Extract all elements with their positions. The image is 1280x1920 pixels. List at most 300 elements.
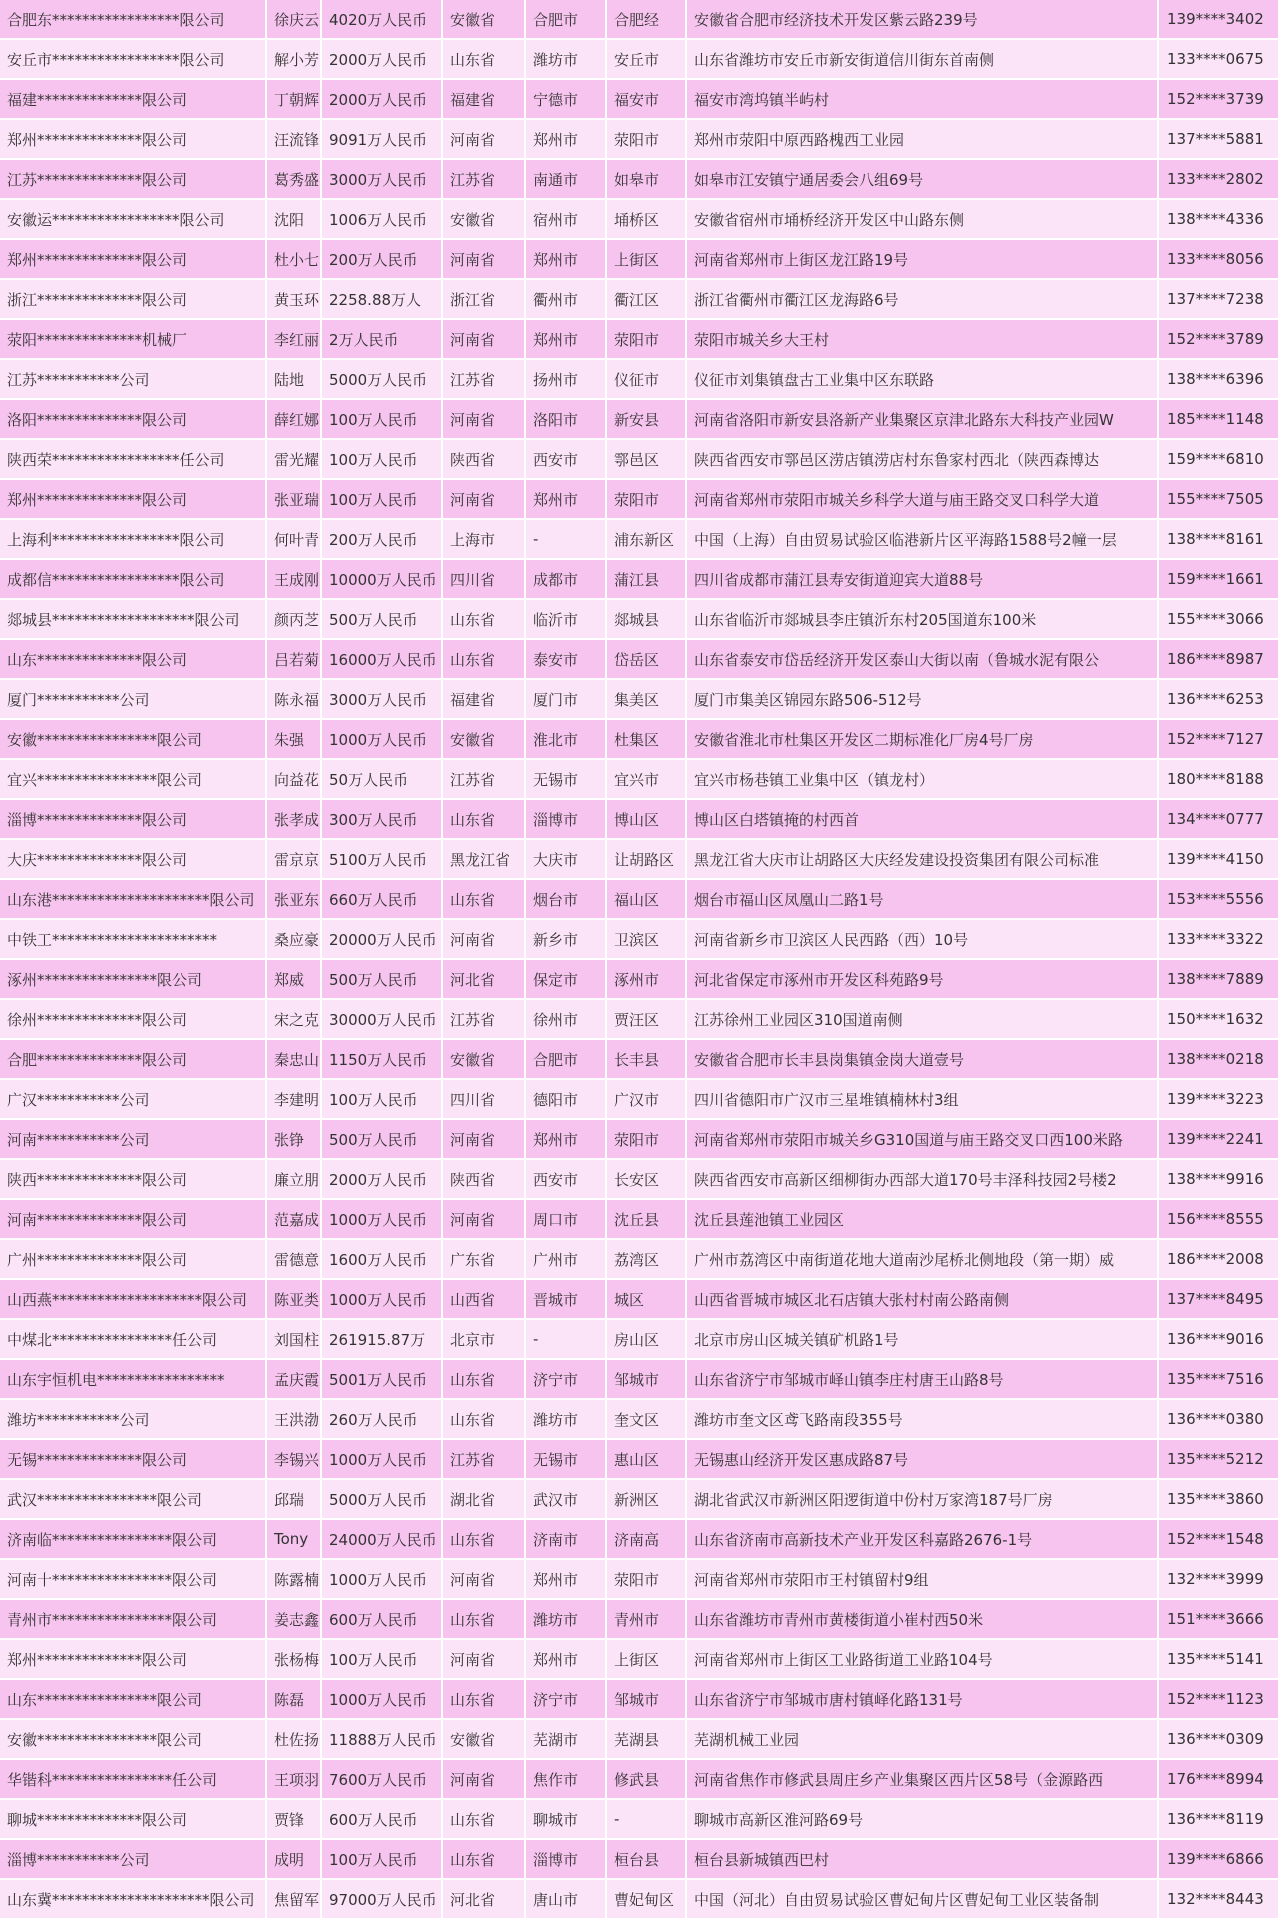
company-name-cell: 广汉***********公司	[0, 1080, 267, 1120]
table-row	[0, 240, 1280, 280]
registered-capital-cell: 7600万人民币	[322, 1760, 443, 1800]
city-cell: 衢州市	[526, 280, 607, 320]
company-name-cell: 聊城**************限公司	[0, 1800, 267, 1840]
city-cell: 广州市	[526, 1240, 607, 1280]
city-cell: 临沂市	[526, 600, 607, 640]
city-cell: 无锡市	[526, 760, 607, 800]
table-row	[0, 1240, 1280, 1280]
phone-cell: 133****2802	[1159, 160, 1280, 200]
phone-cell: 138****6396	[1159, 360, 1280, 400]
contact-name-cell: 雷京京	[267, 840, 322, 880]
table-row	[0, 1840, 1280, 1880]
contact-name-cell: 何叶青	[267, 520, 322, 560]
table-row	[0, 1760, 1280, 1800]
city-cell: 西安市	[526, 1160, 607, 1200]
table-row	[0, 520, 1280, 560]
company-name-cell: 郑州**************限公司	[0, 1640, 267, 1680]
phone-cell: 132****3999	[1159, 1560, 1280, 1600]
address-cell: 安徽省宿州市埇桥经济开发区中山路东侧	[687, 200, 1159, 240]
contact-name-cell: 成明	[267, 1840, 322, 1880]
contact-name-cell: 陈永福	[267, 680, 322, 720]
district-cell: 邹城市	[607, 1680, 687, 1720]
province-cell: 山东省	[443, 1840, 526, 1880]
province-cell: 福建省	[443, 680, 526, 720]
table-row	[0, 160, 1280, 200]
company-name-cell: 大庆**************限公司	[0, 840, 267, 880]
city-cell: -	[526, 520, 607, 560]
district-cell: 荥阳市	[607, 480, 687, 520]
table-row	[0, 480, 1280, 520]
registered-capital-cell: 20000万人民币	[322, 920, 443, 960]
table-row	[0, 1800, 1280, 1840]
company-name-cell: 中煤北****************任公司	[0, 1320, 267, 1360]
table-row	[0, 1000, 1280, 1040]
phone-cell: 137****7238	[1159, 280, 1280, 320]
address-cell: 安徽省合肥市长丰县岗集镇金岗大道壹号	[687, 1040, 1159, 1080]
table-row	[0, 0, 1280, 40]
contact-name-cell: 陆地	[267, 360, 322, 400]
district-cell: 卫滨区	[607, 920, 687, 960]
district-cell: 惠山区	[607, 1440, 687, 1480]
table-row	[0, 1880, 1280, 1920]
contact-name-cell: 宋之克	[267, 1000, 322, 1040]
address-cell: 仪征市刘集镇盘古工业集中区东联路	[687, 360, 1159, 400]
district-cell: -	[607, 1800, 687, 1840]
address-cell: 山东省临沂市郯城县李庄镇沂东村205国道东100米	[687, 600, 1159, 640]
district-cell: 济南高	[607, 1520, 687, 1560]
registered-capital-cell: 5000万人民币	[322, 1480, 443, 1520]
city-cell: 新乡市	[526, 920, 607, 960]
address-cell: 福安市湾坞镇半屿村	[687, 80, 1159, 120]
table-row	[0, 1360, 1280, 1400]
registered-capital-cell: 9091万人民币	[322, 120, 443, 160]
company-name-cell: 安徽****************限公司	[0, 720, 267, 760]
registered-capital-cell: 2000万人民币	[322, 80, 443, 120]
phone-cell: 186****8987	[1159, 640, 1280, 680]
province-cell: 上海市	[443, 520, 526, 560]
phone-cell: 152****7127	[1159, 720, 1280, 760]
table-row	[0, 320, 1280, 360]
district-cell: 芜湖县	[607, 1720, 687, 1760]
province-cell: 山东省	[443, 1600, 526, 1640]
company-name-cell: 河南**************限公司	[0, 1200, 267, 1240]
city-cell: 芜湖市	[526, 1720, 607, 1760]
table-row	[0, 1480, 1280, 1520]
city-cell: 郑州市	[526, 120, 607, 160]
address-cell: 江苏徐州工业园区310国道南侧	[687, 1000, 1159, 1040]
district-cell: 荥阳市	[607, 120, 687, 160]
company-name-cell: 江苏**************限公司	[0, 160, 267, 200]
province-cell: 江苏省	[443, 1440, 526, 1480]
address-cell: 山东省济南市高新技术产业开发区科嘉路2676-1号	[687, 1520, 1159, 1560]
phone-cell: 152****1123	[1159, 1680, 1280, 1720]
province-cell: 安徽省	[443, 1720, 526, 1760]
contact-name-cell: 王成刚	[267, 560, 322, 600]
table-row	[0, 1440, 1280, 1480]
contact-name-cell: 李锡兴	[267, 1440, 322, 1480]
address-cell: 山东省泰安市岱岳经济开发区泰山大街以南（鲁城水泥有限公	[687, 640, 1159, 680]
company-name-cell: 武汉****************限公司	[0, 1480, 267, 1520]
address-cell: 陕西省西安市鄠邑区涝店镇涝店村东鲁家村西北（陕西森博达	[687, 440, 1159, 480]
address-cell: 黑龙江省大庆市让胡路区大庆经发建设投资集团有限公司标准	[687, 840, 1159, 880]
contact-name-cell: 姜志鑫	[267, 1600, 322, 1640]
table-row	[0, 1560, 1280, 1600]
district-cell: 岱岳区	[607, 640, 687, 680]
phone-cell: 138****0218	[1159, 1040, 1280, 1080]
registered-capital-cell: 600万人民币	[322, 1800, 443, 1840]
district-cell: 青州市	[607, 1600, 687, 1640]
city-cell: 潍坊市	[526, 1600, 607, 1640]
phone-cell: 139****3223	[1159, 1080, 1280, 1120]
phone-cell: 135****3860	[1159, 1480, 1280, 1520]
city-cell: 周口市	[526, 1200, 607, 1240]
address-cell: 北京市房山区城关镇矿机路1号	[687, 1320, 1159, 1360]
district-cell: 鄠邑区	[607, 440, 687, 480]
contact-name-cell: 颜丙芝	[267, 600, 322, 640]
address-cell: 湖北省武汉市新洲区阳逻街道中份村万家湾187号厂房	[687, 1480, 1159, 1520]
contact-name-cell: 张铮	[267, 1120, 322, 1160]
registered-capital-cell: 600万人民币	[322, 1600, 443, 1640]
company-name-cell: 济南临****************限公司	[0, 1520, 267, 1560]
registered-capital-cell: 1000万人民币	[322, 1440, 443, 1480]
registered-capital-cell: 100万人民币	[322, 1840, 443, 1880]
city-cell: 德阳市	[526, 1080, 607, 1120]
phone-cell: 156****8555	[1159, 1200, 1280, 1240]
registered-capital-cell: 1150万人民币	[322, 1040, 443, 1080]
phone-cell: 185****1148	[1159, 400, 1280, 440]
contact-name-cell: 沈阳	[267, 200, 322, 240]
contact-name-cell: 廉立朋	[267, 1160, 322, 1200]
phone-cell: 159****1661	[1159, 560, 1280, 600]
registered-capital-cell: 100万人民币	[322, 480, 443, 520]
phone-cell: 133****3322	[1159, 920, 1280, 960]
registered-capital-cell: 16000万人民币	[322, 640, 443, 680]
contact-name-cell: 吕若菊	[267, 640, 322, 680]
contact-name-cell: 张孝成	[267, 800, 322, 840]
phone-cell: 137****8495	[1159, 1280, 1280, 1320]
province-cell: 山东省	[443, 1360, 526, 1400]
table-row	[0, 1320, 1280, 1360]
company-name-cell: 安徽运*****************限公司	[0, 200, 267, 240]
phone-cell: 136****9016	[1159, 1320, 1280, 1360]
city-cell: 无锡市	[526, 1440, 607, 1480]
district-cell: 房山区	[607, 1320, 687, 1360]
phone-cell: 137****5881	[1159, 120, 1280, 160]
registered-capital-cell: 260万人民币	[322, 1400, 443, 1440]
district-cell: 修武县	[607, 1760, 687, 1800]
city-cell: 郑州市	[526, 1640, 607, 1680]
contact-name-cell: 杜佐扬	[267, 1720, 322, 1760]
company-name-cell: 荥阳**************机械厂	[0, 320, 267, 360]
table-row	[0, 720, 1280, 760]
district-cell: 涿州市	[607, 960, 687, 1000]
company-name-cell: 山西燕********************限公司	[0, 1280, 267, 1320]
table-row	[0, 800, 1280, 840]
city-cell: 济宁市	[526, 1360, 607, 1400]
contact-name-cell: 张亚东	[267, 880, 322, 920]
phone-cell: 152****1548	[1159, 1520, 1280, 1560]
contact-name-cell: 黄玉环	[267, 280, 322, 320]
company-name-cell: 无锡**************限公司	[0, 1440, 267, 1480]
company-name-cell: 厦门***********公司	[0, 680, 267, 720]
contact-name-cell: 邱瑞	[267, 1480, 322, 1520]
company-name-cell: 合肥东*****************限公司	[0, 0, 267, 40]
company-name-cell: 江苏***********公司	[0, 360, 267, 400]
province-cell: 安徽省	[443, 720, 526, 760]
district-cell: 埇桥区	[607, 200, 687, 240]
registered-capital-cell: 1000万人民币	[322, 1560, 443, 1600]
province-cell: 山东省	[443, 1520, 526, 1560]
registered-capital-cell: 1000万人民币	[322, 1680, 443, 1720]
contact-name-cell: 解小芳	[267, 40, 322, 80]
registered-capital-cell: 1600万人民币	[322, 1240, 443, 1280]
contact-name-cell: 朱强	[267, 720, 322, 760]
city-cell: 宁德市	[526, 80, 607, 120]
company-name-cell: 淄博**************限公司	[0, 800, 267, 840]
registered-capital-cell: 4020万人民币	[322, 0, 443, 40]
province-cell: 河南省	[443, 320, 526, 360]
address-cell: 山东省潍坊市安丘市新安街道信川街东首南侧	[687, 40, 1159, 80]
table-row	[0, 360, 1280, 400]
address-cell: 厦门市集美区锦园东路506-512号	[687, 680, 1159, 720]
province-cell: 山东省	[443, 1400, 526, 1440]
district-cell: 郯城县	[607, 600, 687, 640]
company-name-cell: 涿州****************限公司	[0, 960, 267, 1000]
registered-capital-cell: 50万人民币	[322, 760, 443, 800]
address-cell: 中国（河北）自由贸易试验区曹妃甸片区曹妃甸工业区装备制	[687, 1880, 1159, 1920]
province-cell: 河北省	[443, 1880, 526, 1920]
city-cell: 郑州市	[526, 1120, 607, 1160]
district-cell: 安丘市	[607, 40, 687, 80]
company-name-cell: 洛阳**************限公司	[0, 400, 267, 440]
address-cell: 山东省潍坊市青州市黄楼街道小崔村西50米	[687, 1600, 1159, 1640]
table-row	[0, 760, 1280, 800]
contact-name-cell: 郑威	[267, 960, 322, 1000]
table-row	[0, 1120, 1280, 1160]
contact-name-cell: 陈磊	[267, 1680, 322, 1720]
district-cell: 杜集区	[607, 720, 687, 760]
registered-capital-cell: 3000万人民币	[322, 680, 443, 720]
company-name-cell: 浙江**************限公司	[0, 280, 267, 320]
registered-capital-cell: 1006万人民币	[322, 200, 443, 240]
district-cell: 曹妃甸区	[607, 1880, 687, 1920]
phone-cell: 136****0380	[1159, 1400, 1280, 1440]
address-cell: 陕西省西安市高新区细柳街办西部大道170号丰泽科技园2号楼2	[687, 1160, 1159, 1200]
address-cell: 河北省保定市涿州市开发区科苑路9号	[687, 960, 1159, 1000]
contact-name-cell: 陈露楠	[267, 1560, 322, 1600]
address-cell: 郑州市荥阳中原西路槐西工业园	[687, 120, 1159, 160]
address-cell: 四川省德阳市广汉市三星堆镇楠林村3组	[687, 1080, 1159, 1120]
registered-capital-cell: 261915.87万	[322, 1320, 443, 1360]
table-row	[0, 1280, 1280, 1320]
contact-name-cell: 薛红娜	[267, 400, 322, 440]
registered-capital-cell: 1000万人民币	[322, 1280, 443, 1320]
company-name-cell: 河南十****************限公司	[0, 1560, 267, 1600]
company-name-cell: 潍坊***********公司	[0, 1400, 267, 1440]
district-cell: 集美区	[607, 680, 687, 720]
province-cell: 河南省	[443, 1120, 526, 1160]
phone-cell: 139****2241	[1159, 1120, 1280, 1160]
registered-capital-cell: 100万人民币	[322, 1640, 443, 1680]
phone-cell: 133****8056	[1159, 240, 1280, 280]
province-cell: 浙江省	[443, 280, 526, 320]
address-cell: 河南省郑州市上街区工业路街道工业路104号	[687, 1640, 1159, 1680]
city-cell: 焦作市	[526, 1760, 607, 1800]
table-row	[0, 560, 1280, 600]
registered-capital-cell: 200万人民币	[322, 240, 443, 280]
address-cell: 安徽省合肥市经济技术开发区紫云路239号	[687, 0, 1159, 40]
registered-capital-cell: 500万人民币	[322, 1120, 443, 1160]
district-cell: 荥阳市	[607, 1560, 687, 1600]
phone-cell: 138****9916	[1159, 1160, 1280, 1200]
company-name-cell: 河南***********公司	[0, 1120, 267, 1160]
address-cell: 安徽省淮北市杜集区开发区二期标准化厂房4号厂房	[687, 720, 1159, 760]
table-row	[0, 1520, 1280, 1560]
registered-capital-cell: 24000万人民币	[322, 1520, 443, 1560]
city-cell: -	[526, 1320, 607, 1360]
address-cell: 桓台县新城镇西巴村	[687, 1840, 1159, 1880]
province-cell: 山东省	[443, 800, 526, 840]
contact-name-cell: 王项羽	[267, 1760, 322, 1800]
district-cell: 合肥经	[607, 0, 687, 40]
city-cell: 保定市	[526, 960, 607, 1000]
district-cell: 博山区	[607, 800, 687, 840]
company-name-cell: 成都信*****************限公司	[0, 560, 267, 600]
city-cell: 合肥市	[526, 0, 607, 40]
table-row	[0, 80, 1280, 120]
company-name-cell: 郑州**************限公司	[0, 480, 267, 520]
address-cell: 聊城市高新区淮河路69号	[687, 1800, 1159, 1840]
table-row	[0, 1640, 1280, 1680]
phone-cell: 138****4336	[1159, 200, 1280, 240]
contact-name-cell: 徐庆云	[267, 0, 322, 40]
contact-name-cell: 焦留军	[267, 1880, 322, 1920]
contact-name-cell: 向益花	[267, 760, 322, 800]
registered-capital-cell: 2万人民币	[322, 320, 443, 360]
province-cell: 河南省	[443, 1760, 526, 1800]
phone-cell: 176****8994	[1159, 1760, 1280, 1800]
phone-cell: 136****0309	[1159, 1720, 1280, 1760]
city-cell: 武汉市	[526, 1480, 607, 1520]
district-cell: 荥阳市	[607, 1120, 687, 1160]
registered-capital-cell: 100万人民币	[322, 1080, 443, 1120]
company-name-cell: 郑州**************限公司	[0, 120, 267, 160]
province-cell: 江苏省	[443, 760, 526, 800]
address-cell: 无锡惠山经济开发区惠成路87号	[687, 1440, 1159, 1480]
city-cell: 合肥市	[526, 1040, 607, 1080]
district-cell: 长丰县	[607, 1040, 687, 1080]
phone-cell: 132****8443	[1159, 1880, 1280, 1920]
contact-name-cell: 刘国柱	[267, 1320, 322, 1360]
province-cell: 山东省	[443, 600, 526, 640]
registered-capital-cell: 660万人民币	[322, 880, 443, 920]
city-cell: 淄博市	[526, 800, 607, 840]
company-name-cell: 淄博***********公司	[0, 1840, 267, 1880]
address-cell: 河南省郑州市荥阳市王村镇留村9组	[687, 1560, 1159, 1600]
contact-name-cell: Tony	[267, 1520, 322, 1560]
address-cell: 山东省济宁市邹城市峄山镇李庄村唐王山路8号	[687, 1360, 1159, 1400]
address-cell: 烟台市福山区凤凰山二路1号	[687, 880, 1159, 920]
district-cell: 蒲江县	[607, 560, 687, 600]
city-cell: 聊城市	[526, 1800, 607, 1840]
contact-name-cell: 李建明	[267, 1080, 322, 1120]
phone-cell: 136****6253	[1159, 680, 1280, 720]
province-cell: 陕西省	[443, 1160, 526, 1200]
province-cell: 黑龙江省	[443, 840, 526, 880]
contact-name-cell: 秦忠山	[267, 1040, 322, 1080]
registered-capital-cell: 1000万人民币	[322, 1200, 443, 1240]
city-cell: 郑州市	[526, 1560, 607, 1600]
province-cell: 河南省	[443, 240, 526, 280]
company-name-cell: 宜兴****************限公司	[0, 760, 267, 800]
province-cell: 山东省	[443, 880, 526, 920]
province-cell: 安徽省	[443, 1040, 526, 1080]
registered-capital-cell: 2000万人民币	[322, 1160, 443, 1200]
province-cell: 河南省	[443, 1560, 526, 1600]
company-name-cell: 广州**************限公司	[0, 1240, 267, 1280]
table-row	[0, 200, 1280, 240]
address-cell: 河南省焦作市修武县周庄乡产业集聚区西片区58号（金源路西	[687, 1760, 1159, 1800]
district-cell: 广汉市	[607, 1080, 687, 1120]
address-cell: 山东省济宁市邹城市唐村镇峄化路131号	[687, 1680, 1159, 1720]
province-cell: 福建省	[443, 80, 526, 120]
phone-cell: 138****7889	[1159, 960, 1280, 1000]
phone-cell: 139****3402	[1159, 0, 1280, 40]
company-name-cell: 上海利*****************限公司	[0, 520, 267, 560]
district-cell: 荥阳市	[607, 320, 687, 360]
city-cell: 郑州市	[526, 480, 607, 520]
city-cell: 郑州市	[526, 240, 607, 280]
company-name-cell: 中铁工**********************	[0, 920, 267, 960]
district-cell: 荔湾区	[607, 1240, 687, 1280]
city-cell: 潍坊市	[526, 1400, 607, 1440]
company-name-cell: 山东宇恒机电*****************	[0, 1360, 267, 1400]
city-cell: 扬州市	[526, 360, 607, 400]
city-cell: 泰安市	[526, 640, 607, 680]
table-row	[0, 960, 1280, 1000]
registered-capital-cell: 2000万人民币	[322, 40, 443, 80]
phone-cell: 135****7516	[1159, 1360, 1280, 1400]
city-cell: 郑州市	[526, 320, 607, 360]
province-cell: 山西省	[443, 1280, 526, 1320]
company-name-cell: 福建**************限公司	[0, 80, 267, 120]
company-name-cell: 安徽****************限公司	[0, 1720, 267, 1760]
district-cell: 福山区	[607, 880, 687, 920]
registered-capital-cell: 97000万人民币	[322, 1880, 443, 1920]
address-cell: 博山区白塔镇掩的村西首	[687, 800, 1159, 840]
city-cell: 淮北市	[526, 720, 607, 760]
table-row	[0, 1040, 1280, 1080]
province-cell: 山东省	[443, 640, 526, 680]
district-cell: 沈丘县	[607, 1200, 687, 1240]
phone-cell: 180****8188	[1159, 760, 1280, 800]
phone-cell: 152****3789	[1159, 320, 1280, 360]
province-cell: 河南省	[443, 1640, 526, 1680]
district-cell: 让胡路区	[607, 840, 687, 880]
address-cell: 浙江省衢州市衢江区龙海路6号	[687, 280, 1159, 320]
district-cell: 福安市	[607, 80, 687, 120]
address-cell: 河南省郑州市荥阳市城关乡科学大道与庙王路交叉口科学大道	[687, 480, 1159, 520]
contact-name-cell: 陈亚类	[267, 1280, 322, 1320]
province-cell: 河南省	[443, 480, 526, 520]
district-cell: 新洲区	[607, 1480, 687, 1520]
phone-cell: 155****7505	[1159, 480, 1280, 520]
registered-capital-cell: 1000万人民币	[322, 720, 443, 760]
address-cell: 芜湖机械工业园	[687, 1720, 1159, 1760]
company-name-cell: 山东港*********************限公司	[0, 880, 267, 920]
district-cell: 奎文区	[607, 1400, 687, 1440]
city-cell: 济南市	[526, 1520, 607, 1560]
